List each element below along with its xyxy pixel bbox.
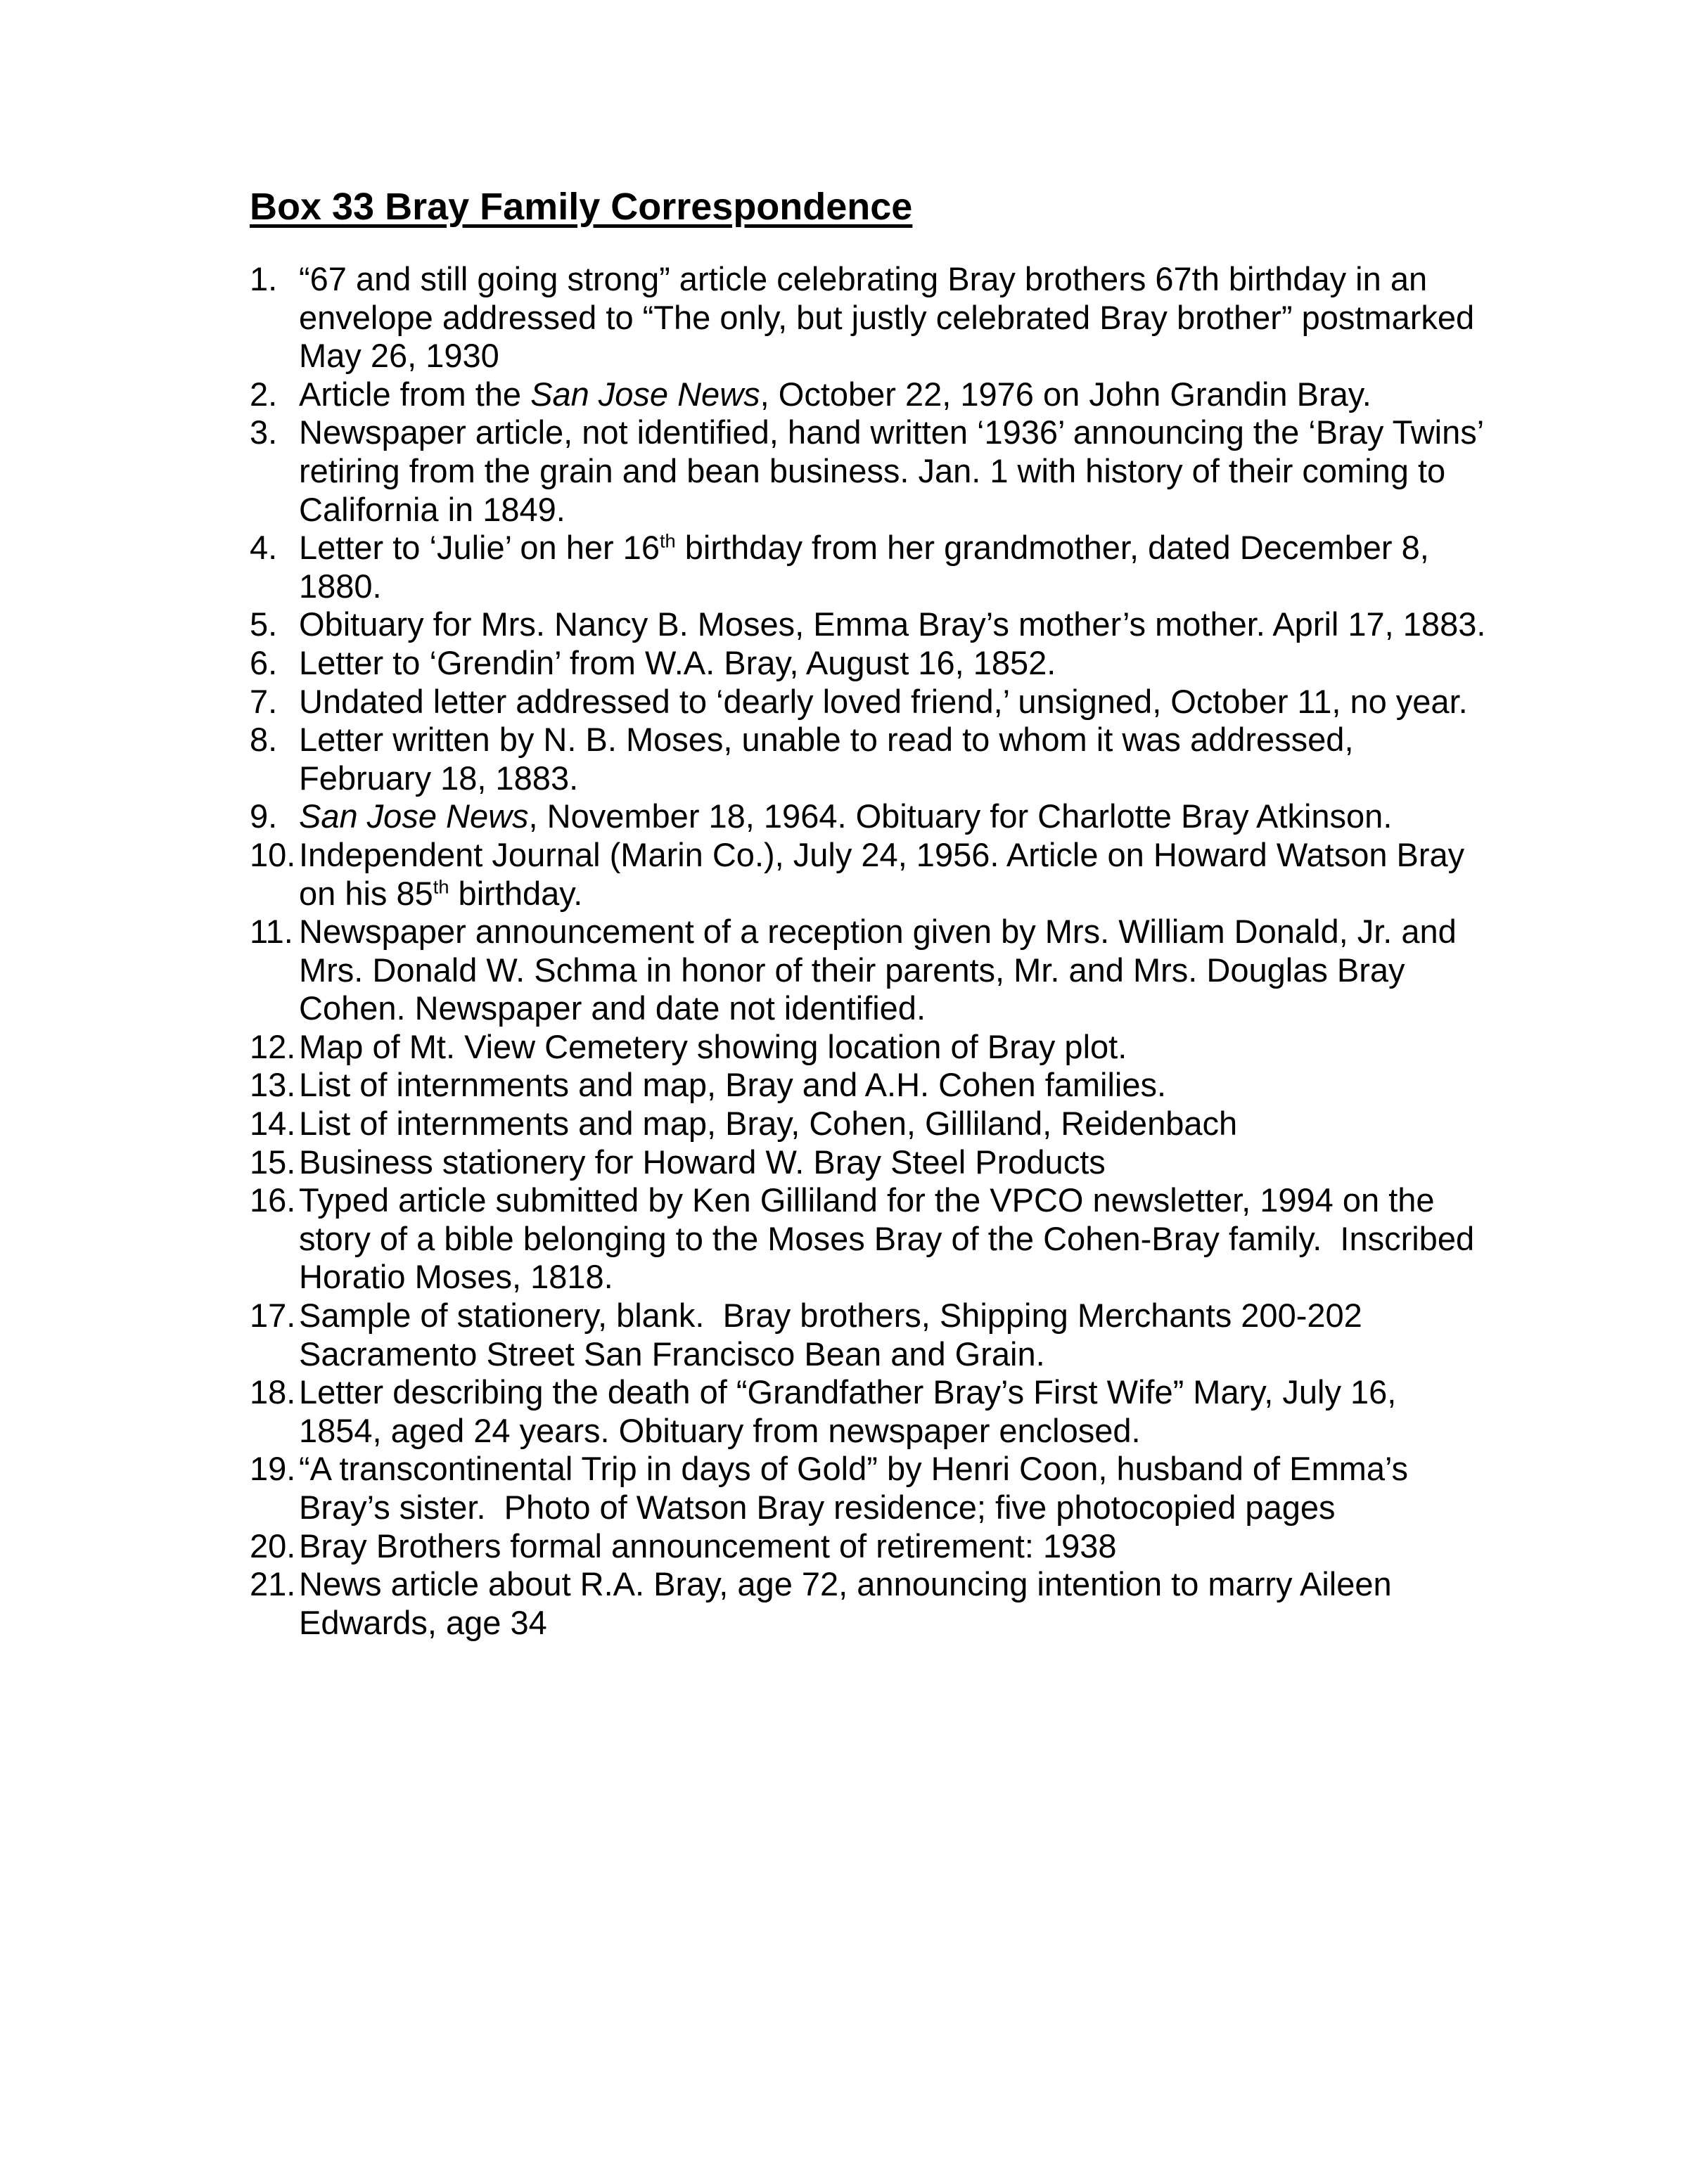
list-item — [250, 644, 1488, 683]
item-text: News article about R.A. Bray, age 72, announcing intention to marry Aileen Edwards, age 34 — [299, 1565, 1401, 1641]
list-item — [250, 1450, 1488, 1527]
item-text: Business stationery for Howard W. Bray Steel Products — [299, 1143, 1106, 1181]
item-number: 20. — [250, 1527, 296, 1565]
item-number: 8. — [250, 721, 278, 759]
item-text: Obituary for Mrs. Nancy B. Moses, Emma Bray’s mother’s mother. April 17, 1883. — [299, 605, 1486, 643]
item-number: 2. — [250, 375, 278, 413]
list-item — [250, 1066, 1488, 1105]
item-number: 21. — [250, 1565, 296, 1603]
item-text: Letter to ‘Julie’ on her 16th birthday from her grandmother, dated December 8, 1880. — [299, 529, 1438, 605]
item-text: List of internments and map, Bray and A.H. Cohen families. — [299, 1066, 1167, 1104]
list-item — [250, 913, 1488, 1028]
list-item — [250, 836, 1488, 913]
list-item — [250, 683, 1488, 721]
item-text: Letter written by N. B. Moses, unable to read to whom it was addressed, February 18, 1883. — [299, 721, 1363, 797]
list-item — [250, 1181, 1488, 1297]
item-number: 18. — [250, 1373, 296, 1411]
item-text: List of internments and map, Bray, Cohen, Gilliland, Reidenbach — [299, 1105, 1238, 1143]
item-text: Newspaper announcement of a reception given by Mrs. William Donald, Jr. and Mrs. Donald W. Schma in honor of their parents, Mr. and Mrs. Douglas Bray Cohen. Newspaper and date not identified. — [299, 913, 1466, 1027]
item-text: Letter describing the death of “Grandfather Bray’s First Wife” Mary, July 16, 1854, aged 24 years. Obituary from newspaper enclosed. — [299, 1373, 1406, 1449]
item-text: Independent Journal (Marin Co.), July 24, 1956. Article on Howard Watson Bray on his 85th birthday. — [299, 835, 1474, 912]
page-title: Box 33 Bray Family Correspondence — [250, 186, 913, 228]
item-number: 6. — [250, 643, 278, 681]
item-text: San Jose News, November 18, 1964. Obituary for Charlotte Bray Atkinson. — [299, 797, 1393, 835]
list-item — [250, 1143, 1488, 1182]
item-number: 12. — [250, 1027, 296, 1065]
item-number: 16. — [250, 1181, 296, 1219]
item-number: 15. — [250, 1143, 296, 1181]
item-number: 1. — [250, 260, 278, 297]
item-text: Typed article submitted by Ken Gilliland for the VPCO newsletter, 1994 on the story of a bible belonging to the Moses Bray of the Cohen-Bray family. Inscribed Horatio Moses, 1818. — [299, 1181, 1484, 1296]
list-item — [250, 1105, 1488, 1143]
item-text: Newspaper article, not identified, hand written ‘1936’ announcing the ‘Bray Twins’ retiring from the grain and bean business. Jan. 1 with history of their coming to California in 1849. — [299, 413, 1492, 528]
list-item — [250, 413, 1492, 529]
item-number: 19. — [250, 1450, 296, 1488]
item-text: Sample of stationery, blank. Bray brothers, Shipping Merchants 200-202 Sacramento Street San Francisco Bean and Grain. — [299, 1297, 1372, 1373]
item-text: “67 and still going strong” article celebrating Bray brothers 67th birthday in an envelope addressed to “The only, but justly celebrated Bray brother” postmarked May 26, 1930 — [299, 260, 1484, 375]
item-number: 9. — [250, 797, 278, 835]
item-number: 5. — [250, 605, 278, 643]
list-item — [250, 375, 1488, 414]
list-item — [250, 260, 1488, 375]
item-number: 7. — [250, 682, 278, 720]
list-item — [250, 1373, 1488, 1450]
list-item — [250, 1565, 1488, 1642]
list-item — [250, 1297, 1488, 1373]
item-text: “A transcontinental Trip in days of Gold” by Henri Coon, husband of Emma’s Bray’s sister. Photo of Watson Bray residence; five photocopied pages — [299, 1450, 1418, 1526]
list-item — [250, 1028, 1488, 1067]
item-number: 3. — [250, 413, 278, 451]
list-item — [250, 797, 1488, 836]
list-item — [250, 529, 1488, 605]
item-text: Article from the San Jose News, October 22, 1976 on John Grandin Bray. — [299, 375, 1372, 413]
item-number: 13. — [250, 1066, 296, 1104]
item-text: Bray Brothers formal announcement of retirement: 1938 — [299, 1527, 1117, 1565]
item-number: 4. — [250, 529, 278, 567]
item-text: Map of Mt. View Cemetery showing location of Bray plot. — [299, 1027, 1127, 1065]
list-item — [250, 1527, 1488, 1566]
item-number: 10. — [250, 835, 296, 873]
item-number: 14. — [250, 1105, 296, 1143]
item-number: 17. — [250, 1297, 296, 1335]
item-text: Undated letter addressed to ‘dearly loved friend,’ unsigned, October 11, no year. — [299, 682, 1468, 720]
list-item — [250, 605, 1488, 644]
item-text: Letter to ‘Grendin’ from W.A. Bray, August 16, 1852. — [299, 643, 1056, 681]
item-number: 11. — [250, 913, 293, 951]
correspondence-list — [250, 260, 1492, 1642]
list-item — [250, 721, 1488, 797]
